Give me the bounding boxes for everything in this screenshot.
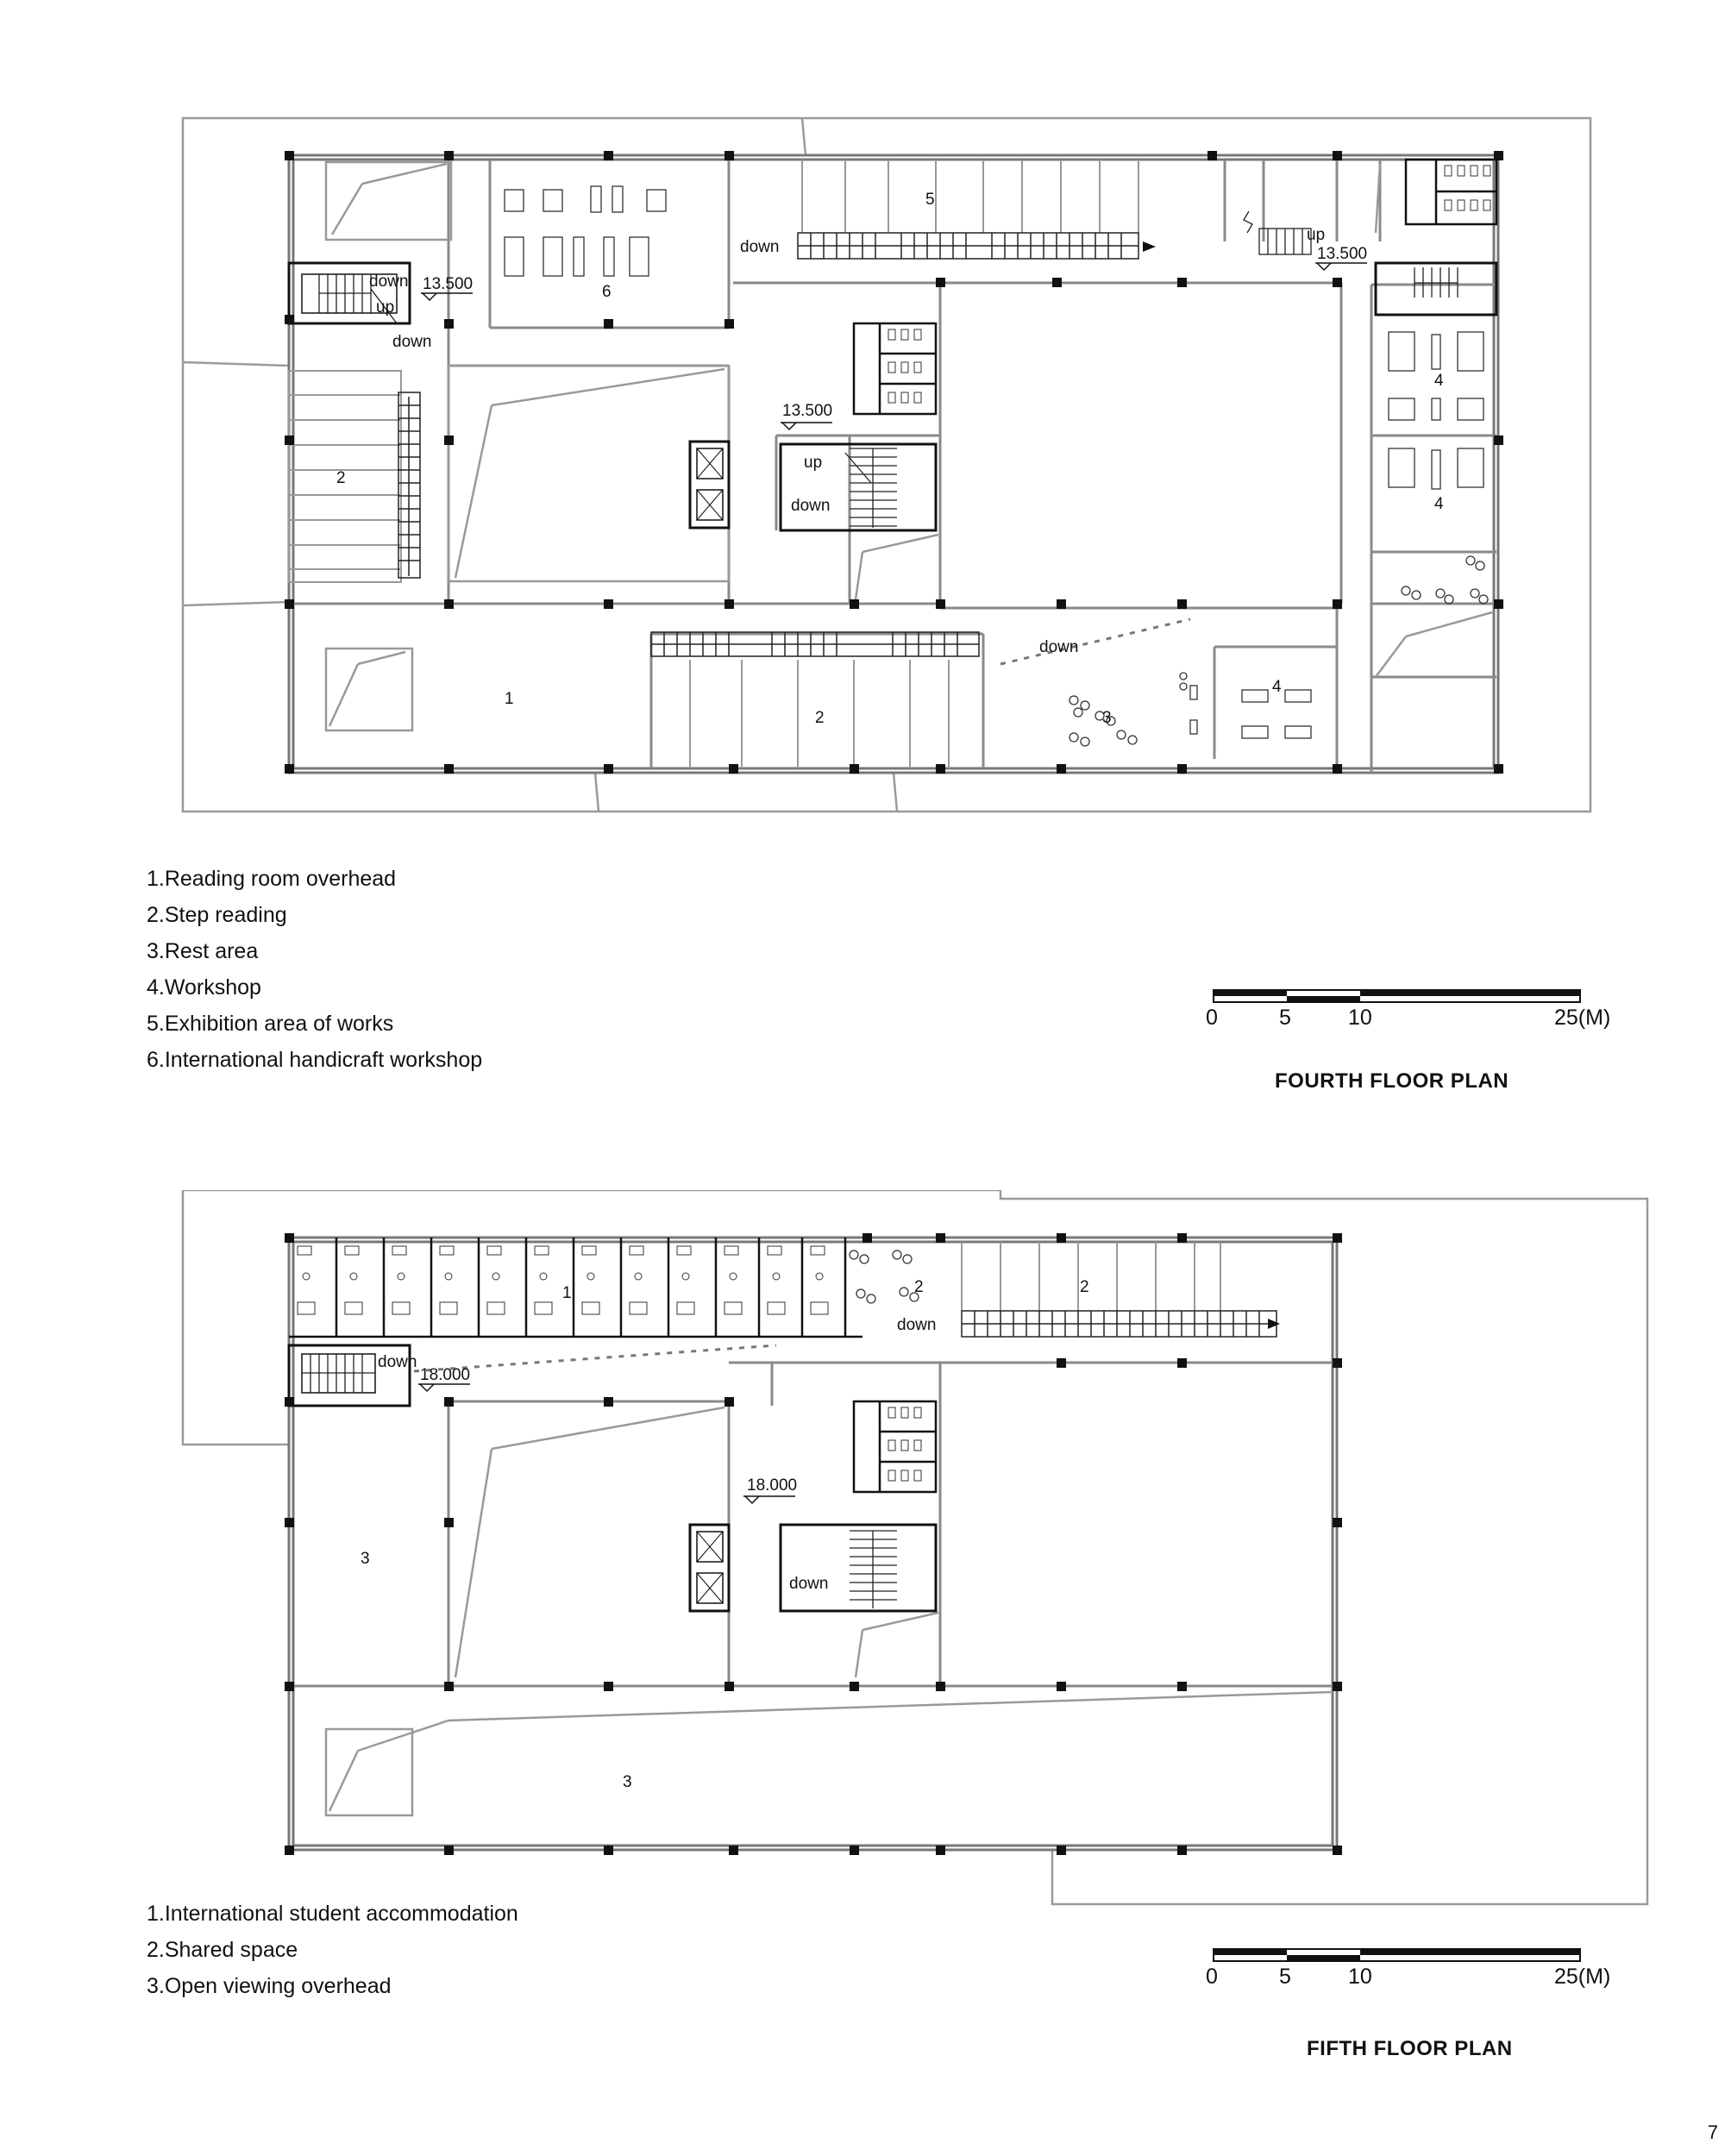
fourth-floor-legend bbox=[147, 861, 482, 1078]
fourth-room-label: 6 bbox=[602, 283, 612, 301]
scale-tick: 25(M) bbox=[1554, 1006, 1611, 1030]
elevation-mark: 18.000 bbox=[747, 1476, 798, 1495]
stair-direction-label: down bbox=[378, 1353, 417, 1371]
scale-tick: 5 bbox=[1279, 1965, 1291, 1989]
legend-item: 2.Step reading bbox=[147, 903, 287, 927]
fourth-room-label: 4 bbox=[1272, 678, 1282, 696]
page-number: 7 bbox=[1707, 2122, 1718, 2143]
stair-direction-label: up bbox=[1307, 226, 1326, 244]
legend-item: 1.Reading room overhead bbox=[147, 867, 397, 891]
stair-direction-label: down bbox=[791, 497, 831, 515]
fifth-room-label: 3 bbox=[361, 1550, 370, 1568]
stair-direction-label: up bbox=[376, 298, 395, 317]
scale-tick: 0 bbox=[1206, 1965, 1218, 1989]
elevation-mark: 13.500 bbox=[1317, 245, 1368, 263]
legend-item: 3.Open viewing overhead bbox=[147, 1974, 392, 1998]
stair-direction-label: down bbox=[369, 273, 409, 291]
fifth-room-label: 3 bbox=[623, 1773, 632, 1791]
legend-item: 4.Workshop bbox=[147, 975, 261, 1000]
elevation-mark: 18.000 bbox=[420, 1366, 471, 1384]
elevation-mark: 13.500 bbox=[782, 402, 833, 420]
fourth-floor-plan-drawing bbox=[0, 0, 1725, 862]
fifth-room-label: 2 bbox=[1080, 1278, 1089, 1296]
fourth-room-label: 2 bbox=[336, 469, 346, 487]
fourth-room-label: 2 bbox=[815, 709, 825, 727]
legend-item: 2.Shared space bbox=[147, 1938, 298, 1962]
fifth-room-label: 2 bbox=[914, 1278, 924, 1296]
fifth-scale-bar bbox=[0, 1942, 1725, 1994]
stair-direction-label: down bbox=[1039, 638, 1079, 656]
scale-tick: 0 bbox=[1206, 1006, 1218, 1030]
stair-direction-label: down bbox=[897, 1316, 937, 1334]
legend-item: 5.Exhibition area of works bbox=[147, 1012, 394, 1036]
fourth-floor-title: FOURTH FLOOR PLAN bbox=[1275, 1069, 1509, 1093]
fourth-room-label: 1 bbox=[505, 690, 514, 708]
stair-direction-label: down bbox=[789, 1575, 829, 1593]
stair-direction-label: up bbox=[804, 454, 823, 472]
fourth-room-label: 4 bbox=[1434, 372, 1444, 390]
scale-tick: 5 bbox=[1279, 1006, 1291, 1030]
legend-item: 1.International student accommodation bbox=[147, 1902, 518, 1926]
stair-direction-label: down bbox=[740, 238, 780, 256]
legend-item: 3.Rest area bbox=[147, 939, 259, 963]
fifth-floor-title: FIFTH FLOOR PLAN bbox=[1307, 2037, 1513, 2060]
scale-tick: 10 bbox=[1348, 1006, 1372, 1030]
fourth-scale-bar bbox=[0, 983, 1725, 1035]
stair-direction-label: down bbox=[392, 333, 432, 351]
fourth-room-label: 3 bbox=[1102, 709, 1112, 727]
scale-tick: 10 bbox=[1348, 1965, 1372, 1989]
legend-item: 6.International handicraft workshop bbox=[147, 1048, 483, 1072]
elevation-mark: 13.500 bbox=[423, 275, 474, 293]
fifth-room-label: 1 bbox=[562, 1284, 572, 1302]
scale-tick: 25(M) bbox=[1554, 1965, 1611, 1989]
fourth-room-label: 4 bbox=[1434, 495, 1444, 513]
fourth-room-label: 5 bbox=[925, 191, 935, 209]
